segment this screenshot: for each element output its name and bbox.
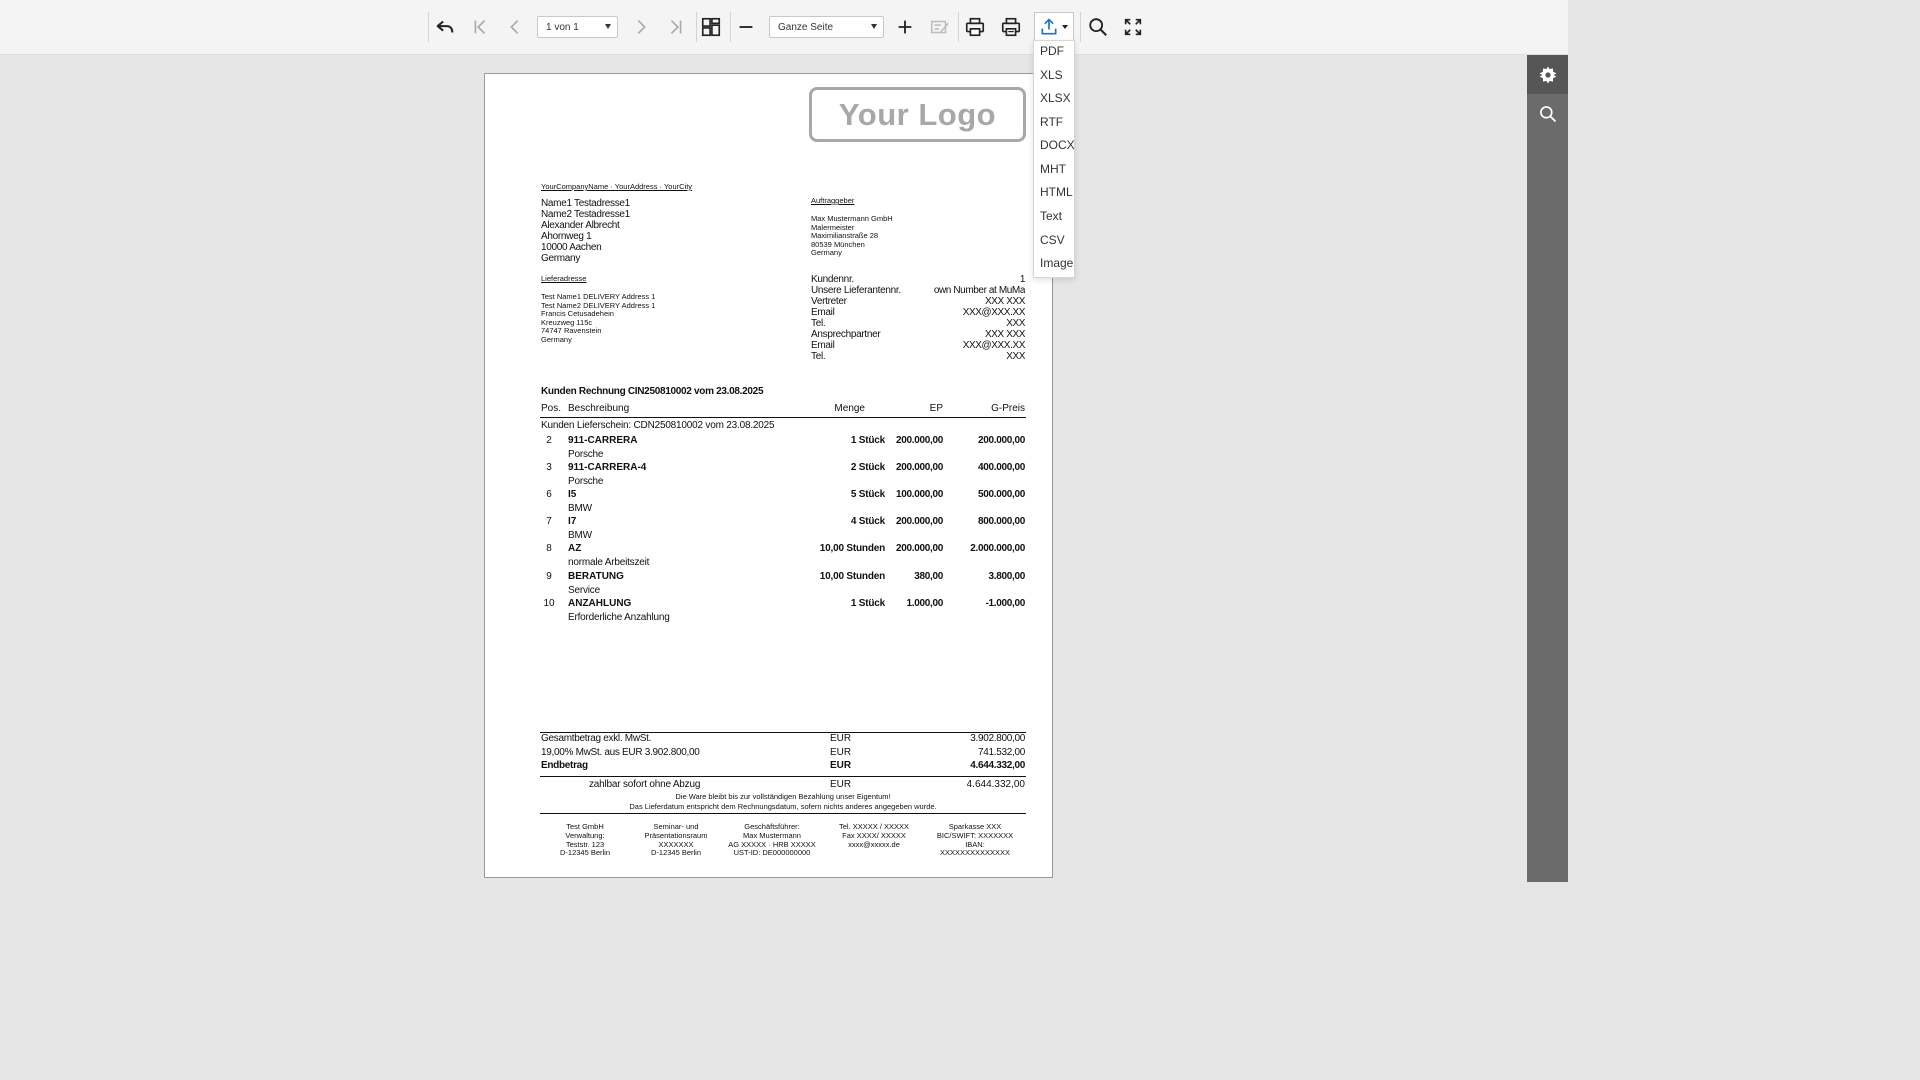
recipient-line: Ahornweg 1: [541, 231, 592, 242]
item-quantity: 1 Stück: [850, 597, 885, 609]
footer-line: BIC/SWIFT: XXXXXXX: [936, 830, 1014, 840]
item-total: 2.000.000,00: [970, 543, 1025, 555]
previous-page-button[interactable]: [499, 11, 531, 43]
search-button[interactable]: [1082, 11, 1114, 43]
info-label: Kundennr.: [811, 274, 854, 285]
item-position: 6: [546, 489, 552, 501]
info-label: Ansprechpartner: [811, 329, 881, 340]
header-unit-price: EP: [929, 403, 943, 414]
item-position: 10: [543, 597, 555, 609]
delivery-note: Kunden Lieferschein: CDN250810002 vom 23.08.2025: [541, 420, 775, 431]
recipient-line: Germany: [541, 253, 581, 264]
item-name: I7: [568, 516, 577, 528]
zoom-select-value: Ganze Seite: [778, 21, 834, 33]
footer-line: XXXXXXXXXXXXXX: [939, 848, 1011, 858]
first-page-button[interactable]: [464, 11, 496, 43]
last-page-icon: [665, 16, 687, 38]
side-panel: [1527, 55, 1568, 882]
item-subtitle: Service: [568, 584, 600, 596]
undo-arrow-icon: [434, 16, 456, 38]
item-quantity: 10,00 Stunden: [819, 543, 885, 555]
delivery-line: Kreuzweg 115c: [541, 317, 593, 327]
export-option-rtf[interactable]: RTF: [1040, 115, 1064, 129]
zoom-in-button[interactable]: [889, 11, 921, 43]
info-value: XXX XXX: [985, 296, 1025, 307]
total-value: 4.644.332,00: [970, 760, 1025, 771]
header-description: Beschreibung: [568, 403, 630, 414]
recipient-line: Name2 Testadresse1: [541, 209, 630, 220]
invoice-title: Kunden Rechnung CIN250810002 vom 23.08.2025: [541, 386, 764, 397]
printer-icon: [964, 16, 986, 38]
info-label: Tel.: [811, 318, 826, 329]
item-position: 9: [546, 570, 552, 582]
item-name: I5: [568, 489, 577, 501]
item-name: ANZAHLUNG: [568, 597, 632, 609]
caret-down-icon: [1062, 25, 1068, 29]
info-value: XXX XXX: [985, 329, 1025, 340]
payment-amount: 4.644.332,00: [966, 779, 1025, 790]
item-quantity: 10,00 Stunden: [819, 570, 885, 582]
footer-line: Tel. XXXXX / XXXXX: [838, 822, 910, 831]
info-label: Tel.: [811, 351, 826, 362]
total-label: Gesamtbetrag exkl. MwSt.: [541, 733, 652, 744]
item-total: 500.000,00: [977, 489, 1025, 501]
grid-icon: [700, 16, 722, 38]
header-rule: [540, 417, 1026, 418]
footer-line: Sparkasse XXX: [948, 822, 1002, 831]
info-label: Email: [811, 307, 835, 318]
total-currency: EUR: [830, 746, 852, 758]
export-option-xls[interactable]: XLS: [1040, 68, 1063, 82]
info-label: Vertreter: [811, 296, 847, 307]
item-quantity: 4 Stück: [850, 516, 885, 528]
page-select[interactable]: [537, 16, 618, 38]
next-page-button[interactable]: [625, 11, 657, 43]
print-page-icon: [1000, 16, 1022, 38]
delivery-line: 74747 Ravenstein: [541, 326, 602, 336]
multi-page-button[interactable]: [695, 11, 727, 43]
item-name: 911-CARRERA-4: [568, 462, 647, 474]
plus-icon: [894, 16, 916, 38]
info-label: Email: [811, 340, 835, 351]
recipient-line: 10000 Aachen: [541, 242, 602, 253]
item-quantity: 5 Stück: [850, 489, 885, 501]
delivery-date-note: Das Lieferdatum entspricht dem Rechnungsdatum, sofern nichts anderes angegeben wurde.: [629, 802, 937, 811]
delivery-line: Germany: [541, 335, 572, 344]
footer-line: Max Mustermann: [743, 830, 801, 840]
report-page: [484, 73, 1053, 878]
header-total: G-Preis: [991, 403, 1025, 414]
panel-search-button[interactable]: [1527, 94, 1568, 133]
item-name: AZ: [568, 543, 582, 555]
zoom-out-button[interactable]: [730, 11, 762, 43]
print-page-button[interactable]: [995, 11, 1027, 43]
header-pos: Pos.: [541, 403, 562, 414]
export-option-xlsx[interactable]: XLSX: [1040, 91, 1071, 105]
chevron-down-icon: [871, 24, 877, 29]
item-unit-price: 380,00: [914, 570, 943, 582]
item-subtitle: normale Arbeitszeit: [568, 557, 650, 569]
toolbar-separator: [1080, 12, 1081, 42]
item-subtitle: BMW: [568, 503, 592, 515]
total-currency: EUR: [830, 760, 852, 771]
item-position: 7: [546, 516, 552, 528]
item-quantity: 1 Stück: [850, 435, 885, 446]
footer-line: xxxx@xxxxx.de: [848, 839, 900, 849]
item-quantity: 2 Stück: [850, 462, 885, 474]
item-subtitle: BMW: [568, 530, 592, 542]
item-total: 3.800,00: [988, 570, 1025, 582]
footer-line: Fax XXXX/ XXXXX: [842, 830, 906, 840]
gear-icon: [1538, 65, 1558, 85]
item-name: BERATUNG: [568, 570, 624, 582]
payment-rule: [540, 776, 1026, 777]
footer-line: UST-ID: DE000000000: [733, 848, 811, 858]
last-page-button[interactable]: [660, 11, 692, 43]
item-total: 400.000,00: [977, 462, 1025, 474]
fullscreen-button[interactable]: [1117, 11, 1149, 43]
payment-term: zahlbar sofort ohne Abzug: [589, 779, 701, 790]
recipient-line: Alexander Albrecht: [541, 220, 620, 231]
zoom-select[interactable]: [769, 16, 884, 38]
company-logo: Your Logo: [809, 87, 1026, 142]
footer-line: IBAN:: [965, 839, 985, 849]
client-label: Auftraggeber: [811, 196, 855, 205]
delivery-line: Test Name2 DELIVERY Address 1: [541, 300, 656, 310]
total-value: 741.532,00: [977, 746, 1025, 758]
item-unit-price: 200.000,00: [895, 462, 943, 474]
info-value: XXX@XXX.XX: [962, 340, 1025, 351]
sender-line: YourCompanyName · YourAddress · YourCity: [541, 182, 693, 191]
footer-line: XXXXXXX: [658, 839, 694, 849]
chevron-left-icon: [504, 16, 526, 38]
info-value: 1: [1019, 274, 1025, 285]
print-button[interactable]: [959, 11, 991, 43]
export-format-menu: [1033, 40, 1075, 278]
footer-line: D-12345 Berlin: [650, 848, 702, 858]
search-icon: [1538, 104, 1558, 124]
item-name: 911-CARRERA: [568, 435, 638, 446]
footer-line: Seminar- und: [653, 822, 699, 831]
export-upload-icon: [1039, 17, 1059, 37]
export-option-csv[interactable]: CSV: [1040, 233, 1065, 247]
fullscreen-icon: [1122, 16, 1144, 38]
client-line: Germany: [811, 248, 842, 258]
edit-fields-button[interactable]: [924, 11, 956, 43]
info-value: XXX@XXX.XX: [962, 307, 1025, 318]
footer-line: Teststr. 123: [565, 839, 605, 849]
minus-icon: [735, 16, 757, 38]
footer-line: Präsentationsraum: [644, 830, 708, 840]
item-unit-price: 200.000,00: [895, 435, 943, 446]
item-unit-price: 1.000,00: [906, 597, 943, 609]
back-button[interactable]: [429, 11, 461, 43]
parameters-button[interactable]: [1527, 55, 1568, 94]
chevron-down-icon: [605, 24, 611, 29]
item-unit-price: 200.000,00: [895, 543, 943, 555]
footer-line: Geschäftsführer:: [744, 822, 800, 831]
item-subtitle: Porsche: [568, 449, 604, 460]
toolbar: [0, 0, 1568, 55]
delivery-line: Test Name1 DELIVERY Address 1: [541, 292, 656, 301]
header-quantity: Menge: [834, 403, 865, 414]
item-unit-price: 100.000,00: [895, 489, 943, 501]
delivery-label: Lieferadresse: [541, 274, 587, 283]
first-page-icon: [469, 16, 491, 38]
info-value: XXX: [1006, 351, 1025, 362]
item-subtitle: Porsche: [568, 476, 604, 488]
info-label: Unsere Lieferantennr.: [811, 285, 901, 296]
total-label: Endbetrag: [541, 760, 588, 771]
item-total: -1.000,00: [985, 597, 1025, 609]
footer-line: D-12345 Berlin: [559, 848, 611, 858]
client-line: Maximilianstraße 28: [811, 231, 879, 241]
footer-line: Verwaltung:: [565, 830, 605, 840]
item-position: 2: [546, 435, 552, 446]
ownership-note: Die Ware bleibt bis zur vollständigen Bezahlung unser Eigentum!: [675, 792, 891, 801]
footer-line: Test GmbH: [566, 822, 604, 831]
client-line: Malermeister: [811, 222, 855, 232]
export-option-image[interactable]: Image: [1040, 256, 1074, 270]
total-currency: EUR: [830, 733, 852, 744]
export-option-docx[interactable]: DOCX: [1040, 138, 1075, 152]
export-option-mht[interactable]: MHT: [1040, 162, 1066, 176]
delivery-line: Francis Cetusadehein: [541, 309, 614, 319]
export-button[interactable]: [1034, 12, 1074, 42]
item-total: 800.000,00: [977, 516, 1025, 528]
recipient-line: Name1 Testadresse1: [541, 198, 630, 209]
edit-form-icon: [929, 16, 951, 38]
info-value: own Number at MuMa: [933, 285, 1025, 296]
chevron-right-icon: [630, 16, 652, 38]
footer-rule: [540, 813, 1026, 814]
export-option-html[interactable]: HTML: [1040, 185, 1073, 199]
info-value: XXX: [1006, 318, 1025, 329]
client-line: 80539 München: [811, 239, 865, 249]
page-select-value: 1 von 1: [546, 21, 579, 33]
client-line: Max Mustermann GmbH: [811, 214, 893, 223]
item-total: 200.000,00: [977, 435, 1025, 446]
search-icon: [1087, 16, 1109, 38]
export-option-pdf[interactable]: PDF: [1040, 44, 1064, 58]
item-position: 8: [546, 543, 552, 555]
item-unit-price: 200.000,00: [895, 516, 943, 528]
footer-line: AG XXXXX · HRB XXXXX: [728, 839, 816, 849]
total-label: 19,00% MwSt. aus EUR 3.902.800,00: [541, 746, 700, 758]
total-value: 3.902.800,00: [970, 733, 1025, 744]
export-option-text[interactable]: Text: [1040, 209, 1063, 223]
payment-currency: EUR: [830, 779, 852, 790]
item-position: 3: [546, 462, 552, 474]
item-subtitle: Erforderliche Anzahlung: [568, 611, 670, 623]
